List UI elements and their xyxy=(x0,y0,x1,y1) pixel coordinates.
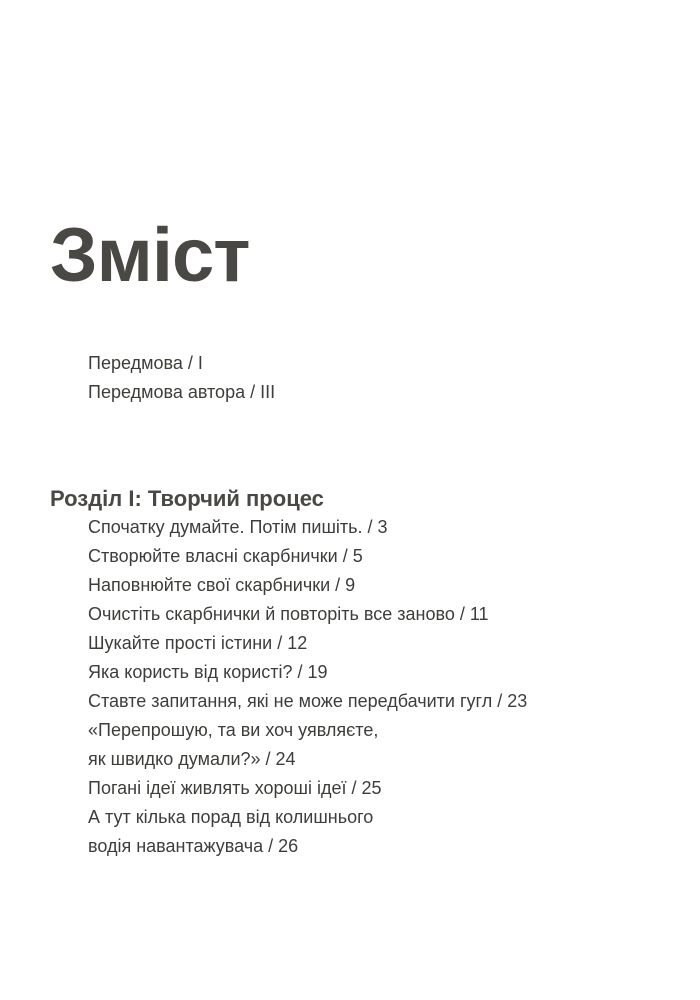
toc-entry: Спочатку думайте. Потім пишіть. / 3 xyxy=(88,517,388,537)
toc-entry: Погані ідеї живлять хороші ідеї / 25 xyxy=(88,778,382,798)
toc-entry-author-preface: Передмова автора / III xyxy=(88,382,276,402)
section-heading: Розділ I: Творчий процес xyxy=(50,486,324,511)
toc-entry: Ставте запитання, які не може передбачити гугл / 23 xyxy=(88,691,528,711)
toc-entry-continuation: водія навантажувача / 26 xyxy=(88,836,299,856)
toc-entry-preface: Передмова / I xyxy=(88,353,203,373)
toc-entry: Створюйте власні скарбнички / 5 xyxy=(88,546,363,566)
chapter-list xyxy=(50,513,527,861)
toc-entry: Яка користь від користі? / 19 xyxy=(88,662,328,682)
section-1 xyxy=(50,484,527,861)
toc-entry: Очистіть скарбнички й повторіть все заново / 11 xyxy=(88,604,489,624)
page-title: Зміст xyxy=(50,213,250,298)
toc-entry-line: А тут кілька порад від колишнього xyxy=(88,807,374,827)
toc-entry: Шукайте прості істини / 12 xyxy=(88,633,308,653)
toc-entry-line: «Перепрошую, та ви хоч уявляєте, xyxy=(88,720,379,740)
toc-entry-continuation: як швидко думали?» / 24 xyxy=(88,749,296,769)
toc-entry: Наповнюйте свої скарбнички / 9 xyxy=(88,575,356,595)
front-matter-list xyxy=(88,349,275,407)
